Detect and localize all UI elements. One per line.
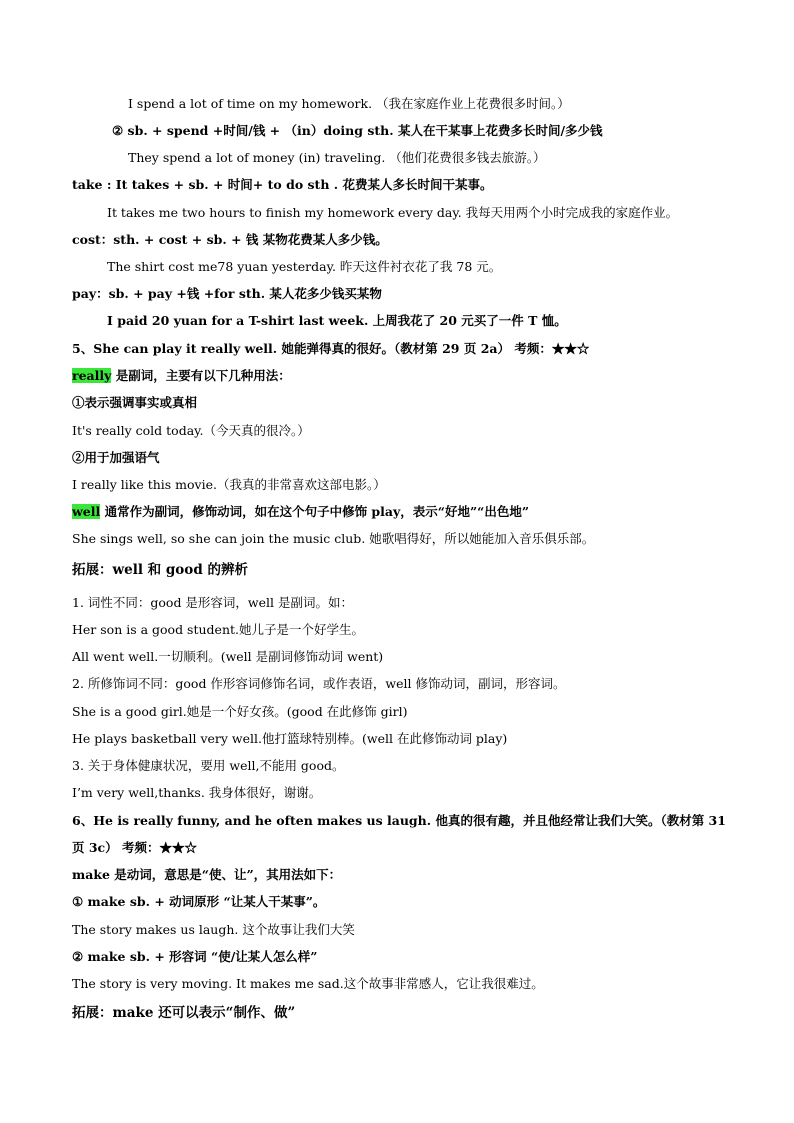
usage-item: ②用于加强语气	[72, 450, 160, 465]
usage-rule: pay：sb. + pay +钱 +for sth. 某人花多少钱买某物	[72, 286, 382, 301]
example-sentence: It takes me two hours to finish my homework every day. 我每天用两个小时完成我的家庭作业。	[107, 205, 679, 220]
usage-rule: ② sb. + spend +时间/钱 + （in）doing sth. 某人在干某事上花费多长时间/多少钱	[112, 123, 603, 138]
comparison-point: 3. 关于身体健康状况，要用 well,不能用 good。	[72, 758, 345, 773]
example-sentence: I spend a lot of time on my homework. （我在家庭作业上花费很多时间。）	[128, 96, 570, 111]
example-sentence: I really like this movie.（我真的非常喜欢这部电影。）	[72, 477, 386, 492]
usage-rule: cost：sth. + cost + sb. + 钱 某物花费某人多少钱。	[72, 232, 388, 247]
highlighted-keyword: well	[72, 504, 101, 519]
example-sentence: The shirt cost me78 yuan yesterday. 昨天这件衬衣花了我 78 元。	[107, 259, 502, 274]
section-heading: 6、He is really funny, and he often makes us laugh. 他真的很有趣，并且他经常让我们大笑。（教材第 31	[72, 813, 726, 828]
comparison-point: 1. 词性不同：good 是形容词，well 是副词。如：	[72, 595, 353, 610]
example-sentence: It's really cold today.（今天真的很冷。）	[72, 423, 310, 438]
keyword-line	[72, 367, 291, 385]
comparison-point: 2. 所修饰词不同：good 作形容词修饰名词，或作表语，well 修饰动词，副词，形容词。	[72, 676, 566, 691]
keyword-line	[72, 503, 529, 521]
section-heading-continued: 页 3c） 考频：★★☆	[72, 840, 198, 855]
example-sentence: All went well.一切顺利。(well 是副词修饰动词 went)	[72, 649, 384, 664]
highlighted-keyword: really	[72, 368, 112, 383]
example-sentence: They spend a lot of money (in) traveling. （他们花费很多钱去旅游。）	[128, 150, 546, 165]
keyword-description: 通常作为副词，修饰动词，如在这个句子中修饰 play，表示“好地”“出色地”	[100, 504, 530, 519]
usage-item: ① make sb. + 动词原形 “让某人干某事”。	[72, 894, 326, 909]
example-sentence: He plays basketball very well.他打篮球特别棒。(well 在此修饰动词 play)	[72, 731, 508, 746]
keyword-line: make 是动词，意思是“使、让”，其用法如下：	[72, 867, 342, 882]
example-sentence: The story makes us laugh. 这个故事让我们大笑	[72, 922, 355, 937]
example-sentence: I paid 20 yuan for a T-shirt last week. 上周我花了 20 元买了一件 T 恤。	[107, 313, 567, 328]
example-sentence: She is a good girl.她是一个好女孩。(good 在此修饰 girl)	[72, 704, 408, 719]
extension-heading: 拓展：make 还可以表示“制作、做”	[72, 1005, 296, 1021]
usage-rule: take : It takes + sb. + 时间+ to do sth . 花费某人多长时间干某事。	[72, 177, 493, 192]
usage-item: ② make sb. + 形容词 “使/让某人怎么样”	[72, 949, 318, 964]
example-sentence: Her son is a good student.她儿子是一个好学生。	[72, 622, 364, 637]
usage-item: ①表示强调事实或真相	[72, 395, 198, 410]
extension-heading: 拓展：well 和 good 的辨析	[72, 562, 248, 578]
example-sentence: I’m very well,thanks. 我身体很好，谢谢。	[72, 785, 322, 800]
example-sentence: The story is very moving. It makes me sad.这个故事非常感人，它让我很难过。	[72, 976, 544, 991]
keyword-description: 是副词，主要有以下几种用法：	[111, 368, 291, 383]
example-sentence: She sings well, so she can join the music club. 她歌唱得好，所以她能加入音乐俱乐部。	[72, 531, 595, 546]
section-heading: 5、She can play it really well. 她能弹得真的很好。（教材第 29 页 2a） 考频：★★☆	[72, 341, 590, 356]
